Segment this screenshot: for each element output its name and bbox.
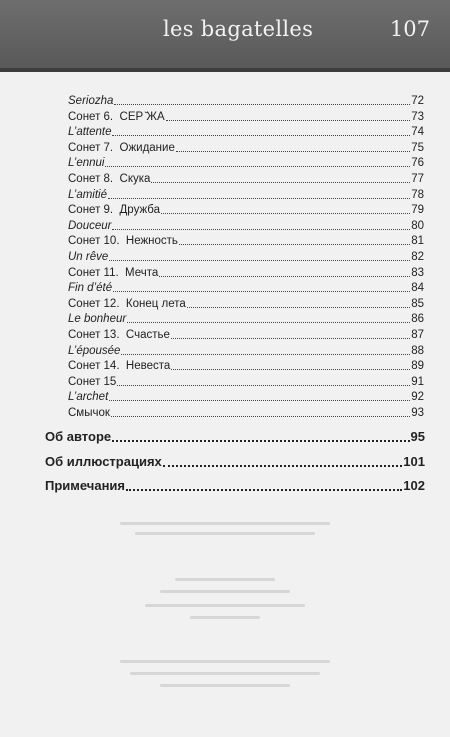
toc-entry: [68, 156, 424, 170]
entry-page: 75: [411, 141, 424, 154]
dot-leader: [105, 166, 410, 167]
entry-title: Un rêve: [68, 251, 109, 263]
entry-page: 80: [411, 219, 424, 232]
dot-leader: [161, 213, 410, 214]
dot-leader: [117, 385, 410, 386]
toc-entry: [68, 219, 424, 233]
entry-title: Сонет 15: [68, 375, 117, 388]
entry-title: Примечания: [45, 478, 126, 493]
entry-title: L’épousée: [68, 344, 121, 357]
entry-page: 89: [411, 360, 424, 373]
toc-entry: [68, 94, 424, 108]
toc-entry: [68, 406, 424, 420]
header-rule: [0, 68, 450, 72]
entry-title: L’ennui: [68, 157, 105, 170]
toc-entry: [68, 312, 424, 326]
dot-leader: [171, 369, 410, 370]
entry-title: Сонет 10. Нежность: [68, 235, 178, 248]
toc-entry: [68, 141, 424, 155]
entry-title: Douceur: [68, 219, 112, 232]
entry-title: Сонет 8. Скука: [68, 173, 151, 185]
bleed-through-line: [175, 578, 275, 581]
entry-page: 91: [411, 375, 424, 388]
toc-entry: [68, 297, 424, 311]
entry-page: 79: [411, 204, 424, 217]
entry-page: 73: [411, 110, 424, 123]
dot-leader: [166, 120, 411, 121]
dot-leader: [113, 291, 410, 292]
entry-page: 83: [411, 266, 424, 279]
dot-leader: [109, 260, 410, 261]
entry-page: 95: [410, 429, 425, 444]
toc-entry: [68, 172, 424, 186]
dot-leader: [179, 244, 410, 245]
bleed-through-line: [135, 532, 315, 535]
toc-entry: [68, 234, 424, 248]
entry-page: 84: [411, 282, 424, 295]
entry-page: 93: [411, 407, 424, 419]
entry-page: 76: [411, 157, 424, 170]
dot-leader: [176, 151, 410, 152]
page-number: 107: [389, 17, 430, 41]
entry-title: Об иллюстрациях: [45, 453, 162, 469]
running-title: les bagatelles: [163, 17, 314, 41]
bleed-through-line: [130, 672, 320, 675]
dot-leader: [127, 322, 410, 323]
bleed-through-line: [120, 660, 330, 663]
entry-page: 74: [411, 126, 424, 139]
entry-title: Fin d’été: [68, 282, 113, 295]
entry-title: Сонет 9. Дружба: [68, 204, 160, 217]
toc-section-entry: [45, 477, 425, 495]
entry-title: Seriozha: [68, 95, 114, 107]
dot-leader: [163, 465, 403, 467]
dot-leader: [121, 354, 410, 355]
dot-leader: [114, 104, 410, 105]
toc-entry: [68, 359, 424, 373]
entry-title: Сонет 11. Мечта: [68, 266, 159, 279]
toc-entry: [68, 110, 424, 124]
bleed-through-line: [145, 604, 305, 607]
toc-entry: [68, 250, 424, 264]
entry-title: Сонет 13. Счастье: [68, 329, 170, 341]
dot-leader: [112, 135, 410, 136]
entry-title: L’amitié: [68, 188, 107, 201]
toc-entry: [68, 375, 424, 389]
entry-page: 85: [411, 297, 424, 310]
toc-entry: [68, 188, 424, 202]
dot-leader: [112, 440, 409, 442]
entry-page: 77: [411, 173, 424, 185]
toc-entry: [68, 203, 424, 217]
dot-leader: [112, 229, 410, 230]
dot-leader: [109, 400, 410, 401]
entry-title: Сонет 7. Ожидание: [68, 141, 175, 154]
entry-title: Сонет 12. Конец лета: [68, 297, 186, 310]
entry-title: Сонет 14. Невеста: [68, 360, 171, 373]
entry-page: 92: [411, 391, 424, 404]
page-header: [0, 0, 450, 68]
bleed-through-line: [190, 616, 260, 619]
toc-entry: [68, 281, 424, 295]
bleed-through-line: [160, 590, 290, 593]
dot-leader: [171, 338, 410, 339]
dot-leader: [126, 489, 402, 491]
entry-title: Сонет 6. СЕР ̆ЖА: [68, 110, 165, 123]
dot-leader: [187, 307, 410, 308]
toc-section-entry: [45, 453, 425, 471]
entry-page: 72: [411, 95, 424, 107]
dot-leader: [159, 276, 410, 277]
entry-title: Le bonheur: [68, 313, 127, 326]
entry-title: L’archet: [68, 391, 109, 404]
toc-entry: [68, 390, 424, 404]
toc-entry: [68, 344, 424, 358]
bleed-through-line: [160, 684, 290, 687]
entry-page: 86: [411, 313, 424, 326]
entry-page: 102: [403, 478, 425, 493]
toc-entry: [68, 328, 424, 342]
toc-entry: [68, 125, 424, 139]
entry-title: Смычок: [68, 407, 110, 419]
entry-page: 81: [411, 235, 424, 248]
entry-page: 78: [411, 188, 424, 201]
dot-leader: [151, 182, 410, 183]
entry-title: L’attente: [68, 126, 112, 139]
dot-leader: [108, 198, 410, 199]
entry-page: 82: [411, 251, 424, 263]
dot-leader: [111, 416, 410, 417]
bleed-through-line: [120, 522, 330, 525]
entry-title: Об авторе: [45, 429, 112, 444]
toc-section-entry: [45, 428, 425, 446]
entry-page: 88: [411, 344, 424, 357]
entry-page: 101: [403, 453, 425, 469]
entry-page: 87: [411, 329, 424, 341]
toc-entry: [68, 266, 424, 280]
